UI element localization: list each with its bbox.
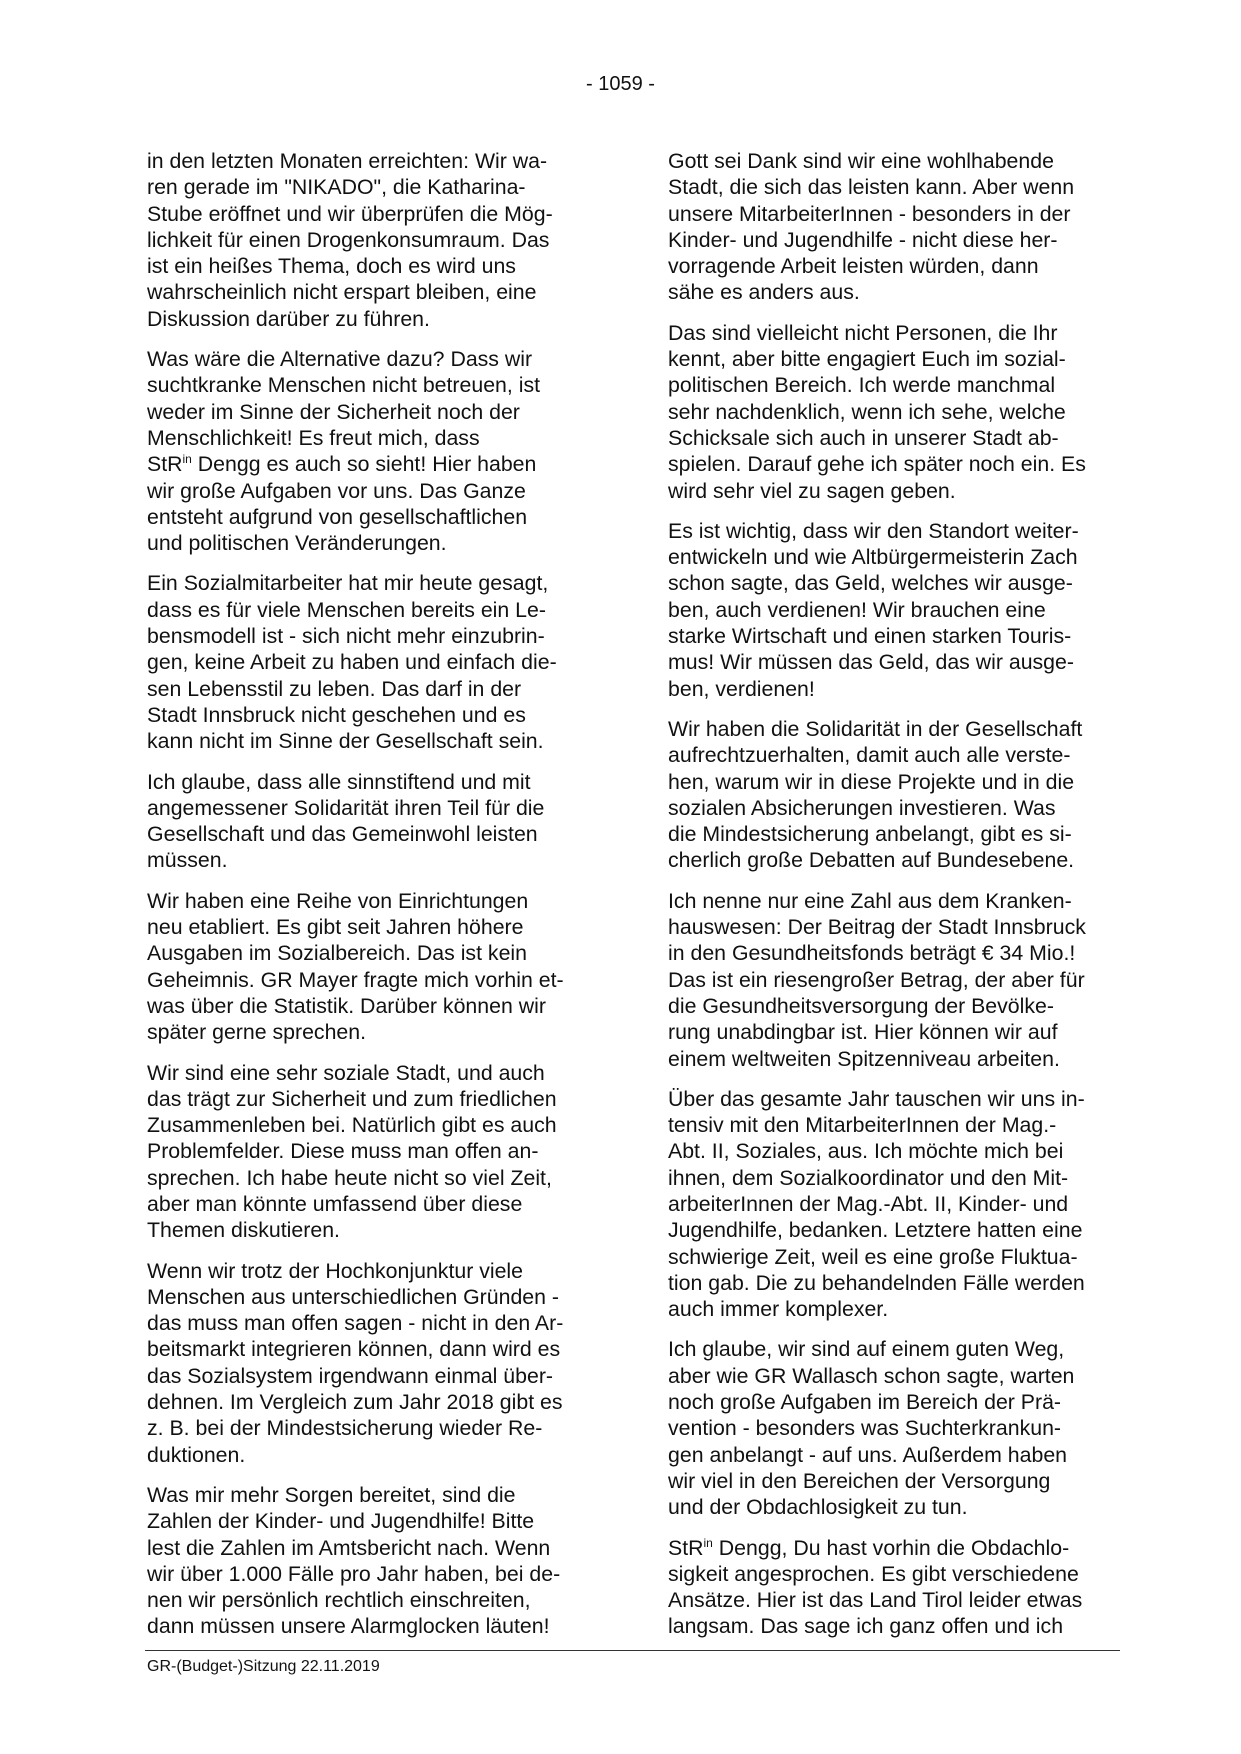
paragraph — [147, 346, 592, 556]
paragraph: Gott sei Dank sind wir eine wohlhabende Stadt, die sich das leisten kann. Aber wenn unsere MitarbeiterInnen - besonders in der Kinder- und Jugendhilfe - nicht diese her- vorragende Arbeit leisten würden, dann sähe es anders aus. — [668, 149, 1075, 305]
paragraph: Es ist wichtig, dass wir den Standort weiter- entwickeln und wie Altbürgermeisterin Zach schon sagte, das Geld, welches wir ausge- ben, auch verdienen! Wir brauchen eine starke Wirtschaft und einen starken Touris- mus! Wir müssen das Geld, das wir ausge- ben, verdienen! — [668, 518, 1079, 701]
footer-session-label: GR-(Budget-)Sitzung 22.11.2019 — [147, 1658, 380, 1675]
paragraph: Ich glaube, dass alle sinnstiftend und mit angemessener Solidarität ihren Teil für die Gesellschaft und das Gemeinwohl leisten müssen. — [147, 769, 545, 873]
text-run: Dengg, Du hast vorhin die Obdachlo- sigkeit angesprochen. Es gibt verschiedene Ansätze. Hier ist das Land Tirol leider etwas langsam. Das sage ich ganz offen und ich — [668, 1535, 1083, 1639]
paragraph: in den letzten Monaten erreichten: Wir wa- ren gerade im "NIKADO", die Katharina- Stube eröffnet und wir überprüfen die Mög- lichkeit für einen Drogenkonsumraum. Das ist ein heißes Thema, doch es wird uns wahrscheinlich nicht erspart bleiben, eine Diskussion darüber zu führen. — [147, 149, 553, 331]
paragraph: Über das gesamte Jahr tauschen wir uns in- tensiv mit den MitarbeiterInnen der Mag.- Abt. II, Soziales, aus. Ich möchte mich bei ihnen, dem Sozialkoordinator und den Mit- arbeiterInnen der Mag.-Abt. II, Kinder- und Jugendhilfe, bedanken. Letztere hatten eine schwierige Zeit, weil es eine große Fluktua- tion gab. Die zu behandelnden Fälle werden auch immer komplexer. — [668, 1086, 1085, 1322]
paragraph: Ich nenne nur eine Zahl aus dem Kranken- hauswesen: Der Beitrag der Stadt Innsbruck in den Gesundheitsfonds beträgt € 34 Mio.! Das ist ein riesengroßer Betrag, der aber für die Gesundheitsversorgung der Bevölke- rung unabdingbar ist. Hier können wir auf einem weltweiten Spitzenniveau arbeiten. — [668, 888, 1086, 1071]
paragraph: Ich glaube, wir sind auf einem guten Weg, aber wie GR Wallasch schon sagte, warten noch große Aufgaben im Bereich der Prä- vention - besonders was Suchterkrankun- gen anbelangt - auf uns. Außerdem haben wir viel in den Bereichen der Versorgung und der Obdachlosigkeit zu tun. — [668, 1337, 1075, 1520]
superscript: in — [703, 1535, 713, 1550]
paragraph: Ein Sozialmitarbeiter hat mir heute gesagt, dass es für viele Menschen bereits ein Le- bensmodell ist - sich nicht mehr einzubrin- gen, keine Arbeit zu haben und einfach die- sen Lebensstil zu leben. Das darf in der Stadt Innsbruck nicht geschehen und es kann nicht im Sinne der Gesellschaft sein. — [147, 571, 557, 754]
page-number: - 1059 - — [586, 73, 655, 95]
paragraph: Wir sind eine sehr soziale Stadt, und auch das trägt zur Sicherheit und zum friedlichen Zusammenleben bei. Natürlich gibt es auch Problemfelder. Diese muss man offen an- sprechen. Ich habe heute nicht so viel Zeit, aber man könnte umfassend über diese Themen diskutieren. — [147, 1060, 557, 1243]
paragraph: Wenn wir trotz der Hochkonjunktur viele Menschen aus unterschiedlichen Gründen - das muss man offen sagen - nicht in den Ar- beitsmarkt integrieren können, dann wird es das Sozialsystem irgendwann einmal über- dehnen. Im Vergleich zum Jahr 2018 gibt es z. B. bei der Mindestsicherung wieder Re- duktionen. — [147, 1258, 564, 1467]
text-run: Was wäre die Alternative dazu? Dass wir suchtkranke Menschen nicht betreuen, ist weder im Sinne der Sicherheit noch der Menschlichkeit! Es freut mich, dass StR — [147, 347, 541, 477]
text-run: Dengg es auch so sieht! Hier haben wir große Aufgaben vor uns. Das Ganze entsteht aufgrund von gesellschaftlichen und politischen Veränderungen. — [147, 452, 537, 556]
paragraph: Wir haben eine Reihe von Einrichtungen neu etabliert. Es gibt seit Jahren höhere Ausgaben im Sozialbereich. Das ist kein Geheimnis. GR Mayer fragte mich vorhin et- was über die Statistik. Darüber können wir später gerne sprechen. — [147, 888, 564, 1045]
right-column — [668, 148, 1113, 1654]
footer-divider — [145, 1650, 1120, 1651]
paragraph: Wir haben die Solidarität in der Gesellschaft aufrechtzuerhalten, damit auch alle verste- hen, warum wir in diese Projekte und in die sozialen Absicherungen investieren. Was die Mindestsicherung anbelangt, gibt es si- cherlich große Debatten auf Bundesebene. — [668, 716, 1083, 873]
paragraph: Das sind vielleicht nicht Personen, die Ihr kennt, aber bitte engagiert Euch im sozial- politischen Bereich. Ich werde manchmal sehr nachdenklich, wenn ich sehe, welche Schicksale sich auch in unserer Stadt ab- spielen. Darauf gehe ich später noch ein. Es wird sehr viel zu sagen geben. — [668, 320, 1086, 503]
paragraph: Was mir mehr Sorgen bereitet, sind die Zahlen der Kinder- und Jugendhilfe! Bitte lest die Zahlen im Amtsbericht nach. Wenn wir über 1.000 Fälle pro Jahr haben, bei de- nen wir persönlich rechtlich einschreiten, dann müssen unsere Alarmglocken läuten! — [147, 1482, 561, 1639]
paragraph — [668, 1535, 1113, 1640]
text-run: StR — [668, 1535, 704, 1560]
left-column — [147, 148, 592, 1654]
superscript: in — [182, 452, 192, 467]
